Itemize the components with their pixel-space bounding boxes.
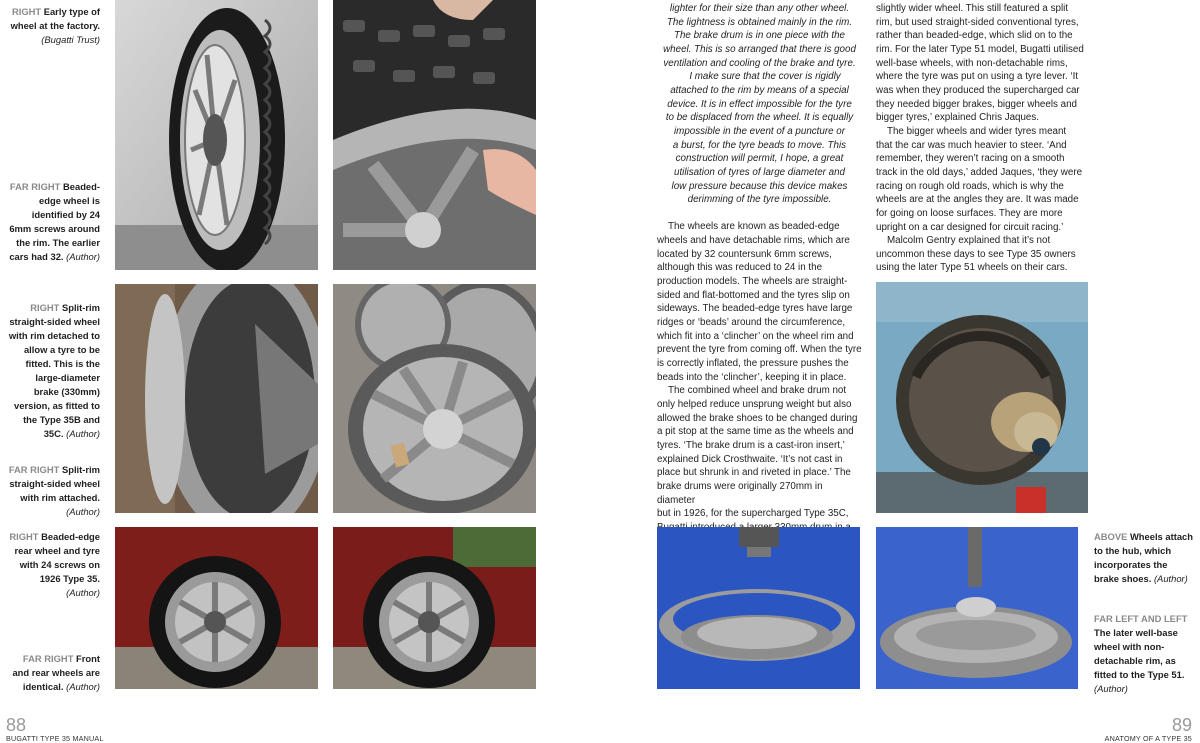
caption-split-rim-detached: RIGHT Split-rim straight-sided wheel with rim detached to allow a tyre to be fitted. This is the large-diameter brake (330mm) version, as fitted to the Type 35B and 35C. (Author) [8, 302, 100, 439]
front-wheel-red-car-photo [333, 527, 536, 689]
split-rim-detached-photo [115, 284, 318, 513]
caption-beaded-edge-screws: FAR RIGHT Beaded-edge wheel is identified by 24 6mm screws around the rim. The earlier cars had 32. (Author) [9, 181, 100, 262]
running-head-left: BUGATTI TYPE 35 MANUAL [6, 734, 104, 743]
body-column-2 [876, 2, 1086, 275]
well-base-wheel-front-photo [657, 527, 860, 689]
tyre-illustration [115, 0, 318, 270]
paragraph-steering: The bigger wheels and wider tyres meant that the car was much heavier to steer. ‘And remember, they weren’t racing on a smooth track in the old days,’ added Jaques, ‘they were racing on rough old roads, which is why the wheels are at the angles they are. It was made for going on loose surfaces. They are more upright on a car designed for circuit racing.’ [876, 125, 1083, 233]
tyre-closeup-illustration [333, 0, 536, 270]
caption-rear-wheel: RIGHT Beaded-edge rear wheel and tyre with 24 screws on 1926 Type 35. (Author) [9, 531, 100, 598]
caption-hub-brake: ABOVE Wheels attach to the hub, which incorporates the brake shoes. (Author) [1094, 531, 1193, 584]
well-base-wheel-side-photo [876, 527, 1078, 689]
paragraph-type51-wheels: Malcolm Gentry explained that it’s not uncommon these days to see Type 35 owners using the later Type 51 wheels on their cars. [876, 235, 1076, 274]
wellbase-side-illustration [876, 527, 1078, 689]
early-factory-wheel-photo [115, 0, 318, 270]
body-column-1 [657, 2, 862, 535]
wheels-illustration [333, 284, 536, 513]
caption-split-rim-attached: FAR RIGHT Split-rim straight-sided wheel with rim attached. (Author) [8, 464, 100, 517]
split-rim-attached-photo [333, 284, 536, 513]
beaded-edge-screws-photo [333, 0, 536, 270]
paragraph-beaded-edge: The wheels are known as beaded-edge wheels and have detachable rims, which are located by 32 countersunk 6mm screws, although this was reduced to 24 in the production models. The wheels are straight- sided and flat-bottomed and the tyres slip on sideways. The beaded-edge tyres have large ridges or ‘beads’ around the circumference, which fit into a ‘clincher’ on the wheel rim and prevent the tyre from coming off. When the tyre is correctly inflated, the pressure pushes the beads into the ‘clincher’, keeping it in place. [657, 221, 862, 383]
quote-block-1: lighter for their size than any other wheel. The lightness is obtained mainly in the rim. The brake drum is in one piece with the wheel. This is so arranged that there is good ventilation and cooling of the brake and tyre. [663, 3, 856, 69]
hub-brake-shoes-photo [876, 282, 1088, 513]
caption-well-base-wheel: FAR LEFT AND LEFT The later well-base wheel with non-detachable rim, as fitted to the Type 51. (Author) [1094, 613, 1188, 694]
paragraph-brake-drum: The combined wheel and brake drum not only helped reduce unsprung weight but also allowed the brake shoes to be changed during a pit stop at the same time as the wheels and tyres. ‘The brake drum is a cast-iron insert,’ explained Dick Crosthwaite. ‘It’s not cast in place but shrunk in and riveted in place.’ The brake drums were originally 270mm in diameter but in 1926, for the supercharged Type 35C, [657, 385, 858, 520]
rim-illustration [115, 284, 318, 513]
page-number-right: 89 [1171, 715, 1192, 735]
caption-early-wheel: RIGHT Early type of wheel at the factory. (Bugatti Trust) [10, 6, 100, 45]
wellbase-front-illustration [657, 527, 860, 689]
hub-illustration [876, 282, 1088, 513]
red-car-front-wheel-illustration [333, 527, 536, 689]
quote-block-2: I make sure that the cover is rigidly attached to the rim by means of a special device. It is in effect impossible for the tyre to be displaced from the wheel. It is equally impossible in the event of a puncture or a burst, for the tyre beads to move. This construction will permit, I hope, a great utilisation of tyres of large diameter and low pressure because this device makes derimming of the tyre impossible. [665, 71, 854, 206]
page-number-left: 88 [6, 715, 27, 735]
paragraph-wider-wheel: slightly wider wheel. This still featured a split rim, but used straight-sided conventional tyres, rather than beaded-edge, which slid on to the rim. For the later Type 51 model, Bugatti utilised well-base wheels, with non-detachable rims, where the tyre was put on using a tyre lever. ‘It was when they produced the supercharged car they needed bigger brakes, bigger wheels and bigger tyres,’ explained Chris Jaques. [876, 3, 1084, 124]
rear-wheel-red-car-photo [115, 527, 318, 689]
caption-front-rear-identical: FAR RIGHT Front and rear wheels are identical. (Author) [12, 653, 100, 692]
red-car-wheel-illustration [115, 527, 318, 689]
running-head-right: ANATOMY OF A TYPE 35 [1104, 734, 1192, 743]
